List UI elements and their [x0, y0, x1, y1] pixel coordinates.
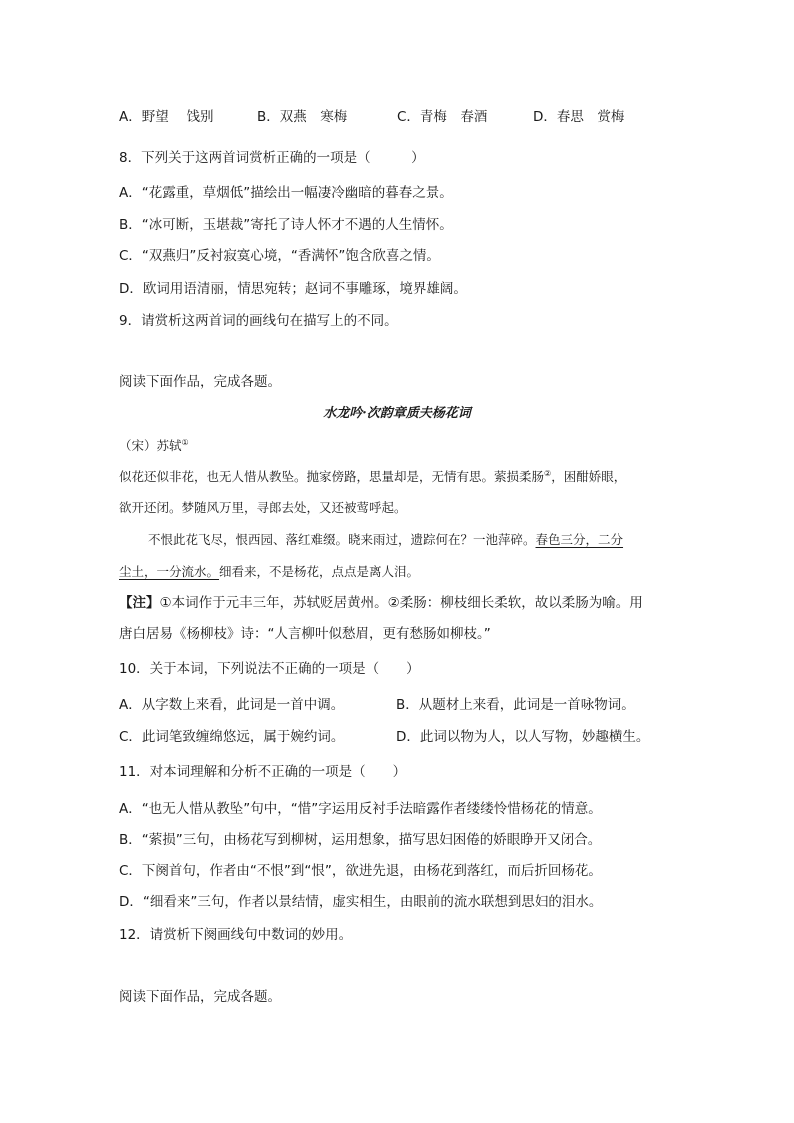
- q7-option-c: C．青梅 春酒: [397, 109, 488, 125]
- poem-line-1: [119, 467, 626, 487]
- q9-stem: 9．请赏析这两首词的画线句在描写上的不同。: [119, 313, 398, 329]
- q10-option-d: D．此词以物为人，以人写物，妙趣横生。: [396, 729, 650, 745]
- q8-stem: 8．下列关于这两首词赏析正确的一项是（ ）: [119, 150, 425, 166]
- author-text: （宋）苏轼: [119, 438, 182, 453]
- q11-stem: 11．对本词理解和分析不正确的一项是（ ）: [119, 764, 407, 780]
- poem-line-2: 欲开还闭。梦随风万里，寻郎去处，又还被莺呼起。: [119, 500, 407, 515]
- q7-option-b: B．双燕 寒梅: [257, 109, 348, 125]
- q11-option-b: B．“萦损”三句，由杨花写到柳树，运用想象，描写思妇困倦的娇眼睁开又闭合。: [119, 832, 602, 848]
- poem-note-mark: ②: [544, 468, 552, 478]
- q10-option-a: A．从字数上来看，此词是一首中调。: [119, 697, 345, 713]
- note-label: 【注】: [119, 595, 160, 611]
- poem-line-4-plain: 细看来，不是杨花，点点是离人泪。: [219, 564, 420, 579]
- q11-option-d: D．“细看来”三句，作者以景结情，虚实相生，由眼前的流水联想到思妇的泪水。: [119, 894, 603, 910]
- q10-stem: 10．关于本词，下列说法不正确的一项是（ ）: [119, 661, 420, 677]
- author-note-mark: ①: [181, 437, 189, 447]
- reading-prompt-2: 阅读下面作品，完成各题。: [119, 989, 281, 1005]
- poem-line-1b: ，困酣娇眼，: [551, 469, 627, 484]
- q11-option-a: A．“也无人惜从教坠”句中，“惜”字运用反衬手法暗露作者缕缕怜惜杨花的情意。: [119, 801, 602, 817]
- note-line-1: [119, 593, 643, 613]
- q10-option-b: B．从题材上来看，此词是一首咏物词。: [396, 697, 635, 713]
- poem-line-4: [119, 562, 419, 582]
- note-line-2: 唐白居易《杨柳枝》诗：“人言柳叶似愁眉，更有愁肠如柳枝。”: [119, 626, 491, 642]
- poem-line-3: [148, 530, 623, 550]
- q10-option-c: C．此词笔致缠绵悠远，属于婉约词。: [119, 729, 345, 745]
- q12-stem: 12．请赏析下阕画线句中数词的妙用。: [119, 927, 353, 943]
- q11-option-c: C．下阕首句，作者由“不恨”到“恨”，欲进先退，由杨花到落红，而后折回杨花。: [119, 863, 602, 879]
- poem-title: 水龙吟·次韵章质夫杨花词: [323, 406, 471, 421]
- poem-line-1a: 似花还似非花，也无人惜从教坠。抛家傍路，思量却是，无情有思。萦损柔肠: [119, 469, 545, 484]
- q8-option-a: A．“花露重，草烟低”描绘出一幅凄冷幽暗的暮春之景。: [119, 185, 453, 201]
- q8-option-b: B．“冰可断，玉堪裁”寄托了诗人怀才不遇的人生情怀。: [119, 217, 453, 233]
- poem-line-4-underlined: 尘土，一分流水。: [119, 564, 220, 579]
- poem-line-3-underlined: 春色三分，二分: [535, 532, 624, 547]
- poem-author: [119, 436, 189, 456]
- poem-line-3-plain: 不恨此花飞尽，恨西园、落红难缀。晓来雨过，遗踪何在？一池萍碎。: [148, 532, 536, 547]
- reading-prompt: 阅读下面作品，完成各题。: [119, 374, 281, 390]
- q8-option-c: C．“双燕归”反衬寂寞心境，“香满怀”饱含欣喜之情。: [119, 248, 440, 264]
- q8-option-d: D．欧词用语清丽，情思宛转；赵词不事雕琢，境界雄阔。: [119, 281, 467, 297]
- note-text-1: ①本词作于元丰三年，苏轼贬居黄州。②柔肠：柳枝细长柔软，故以柔肠为喻。用: [159, 595, 643, 611]
- q7-option-d: D．春思 赏梅: [533, 109, 625, 125]
- q7-option-a: A．野望 饯别: [119, 109, 214, 125]
